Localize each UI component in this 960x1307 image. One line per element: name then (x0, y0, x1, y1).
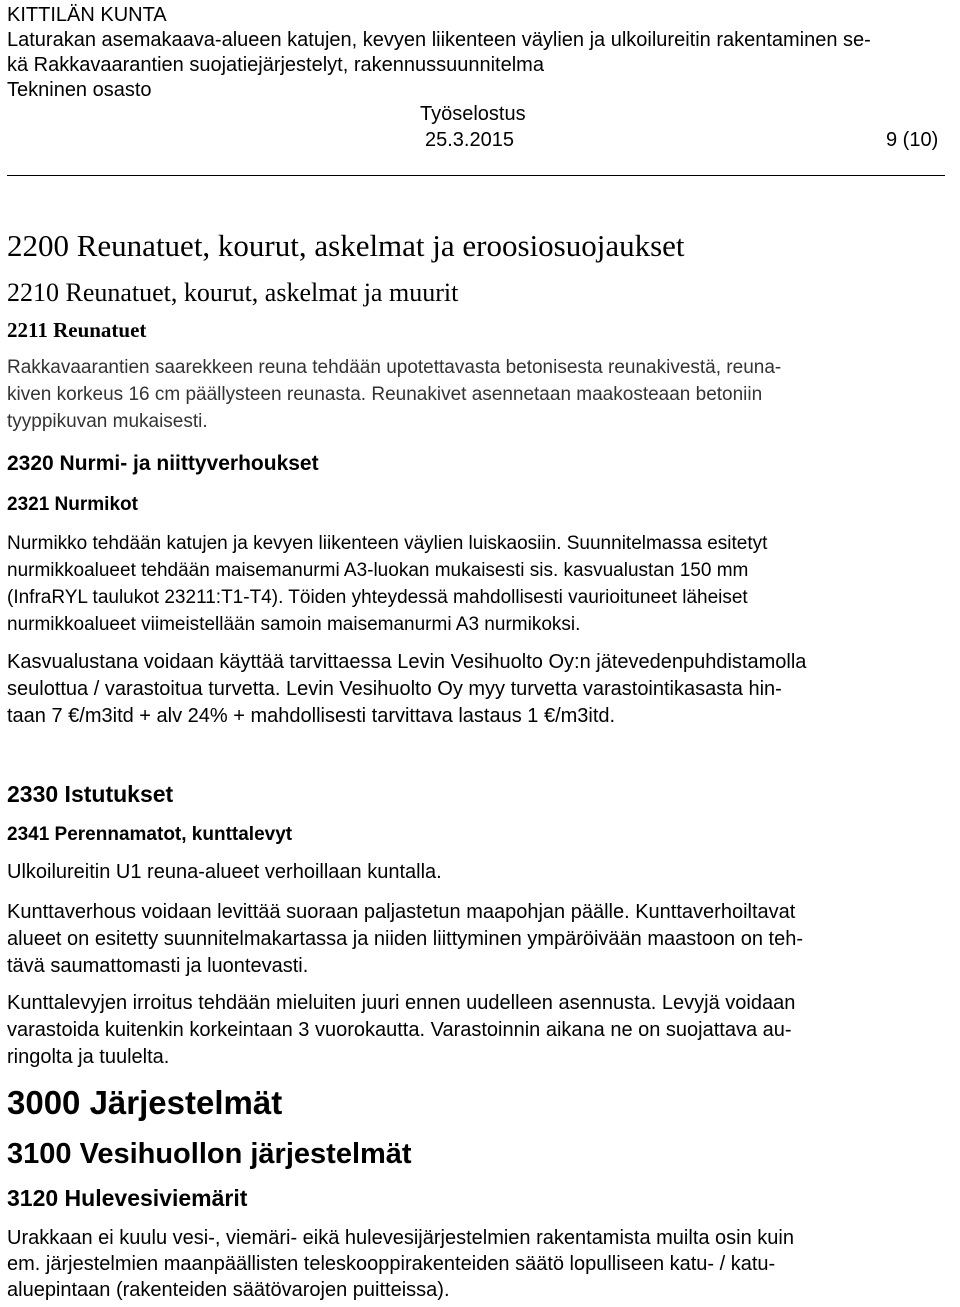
text-line: Rakkavaarantien saarekkeen reuna tehdään upotettavasta betonisesta reunakivestä, reuna- (7, 357, 782, 378)
paragraph-2341-c (7, 990, 947, 1071)
doc-date: 25.3.2015 (425, 129, 514, 151)
heading-2200: 2200 Reunatuet, kourut, askelmat ja eroosiosuojaukset (7, 228, 685, 263)
department: Tekninen osasto (7, 79, 152, 101)
page-number: 9 (10) (886, 129, 939, 151)
paragraph-2211 (7, 354, 947, 435)
text-line: nurmikkoalueet viimeistellään samoin maisemanurmi A3 nurmikoksi. (7, 614, 581, 635)
paragraph-2341-b (7, 899, 947, 980)
paragraph-2321-a (7, 530, 947, 638)
text-line: tävä saumattomasti ja luontevasti. (7, 955, 309, 977)
heading-2210: 2210 Reunatuet, kourut, askelmat ja muurit (7, 278, 459, 307)
text-line: Kasvualustana voidaan käyttää tarvittaessa Levin Vesihuolto Oy:n jätevedenpuhdistamolla (7, 651, 807, 673)
text-line: (InfraRYL taulukot 23211:T1-T4). Töiden yhteydessä mahdollisesti vaurioituneet läheiset (7, 587, 748, 608)
text-line: varastoida kuitenkin korkeintaan 3 vuorokautta. Varastoinnin aikana ne on suojattava au- (7, 1019, 792, 1041)
text-line: em. järjestelmien maanpäällisten teleskooppirakenteiden säätö lopulliseen katu- / katu- (7, 1253, 776, 1275)
text-line: aluepintaan (rakenteiden säätövarojen puitteissa). (7, 1279, 450, 1301)
heading-2341: 2341 Perennamatot, kunttalevyt (7, 824, 293, 845)
text-line: Kunttaverhous voidaan levittää suoraan paljastetun maapohjan päälle. Kunttaverhoiltavat (7, 901, 796, 923)
paragraph-3120 (7, 1225, 947, 1303)
text-line: alueet on esitetty suunnitelmakartassa ja niiden liittyminen ympäröivään maastoon on teh- (7, 928, 803, 950)
text-line: tyyppikuvan mukaisesti. (7, 411, 208, 432)
project-title-line-2: kä Rakkavaarantien suojatiejärjestelyt, rakennussuunnitelma (7, 54, 544, 76)
text-line: taan 7 €/m3itd + alv 24% + mahdollisesti tarvittava lastaus 1 €/m3itd. (7, 705, 616, 727)
org-name: KITTILÄN KUNTA (7, 4, 167, 26)
project-title-line-1: Laturakan asemakaava-alueen katujen, kevyen liikenteen väylien ja ulkoilureitin rakentaminen se- (7, 29, 871, 51)
heading-3100: 3100 Vesihuollon järjestelmät (7, 1138, 412, 1170)
paragraph-2341-a: Ulkoilureitin U1 reuna-alueet verhoillaan kuntalla. (7, 861, 442, 883)
text-line: Kunttalevyjen irroitus tehdään mieluiten juuri ennen uudelleen asennusta. Levyjä voidaan (7, 992, 796, 1014)
text-line: nurmikkoalueet tehdään maisemanurmi A3-luokan mukaisesti sis. kasvualustan 150 mm (7, 560, 749, 581)
heading-2211: 2211 Reunatuet (7, 318, 147, 342)
text-line: ringolta ja tuulelta. (7, 1046, 170, 1068)
heading-3120: 3120 Hulevesiviemärit (7, 1185, 248, 1211)
heading-2321: 2321 Nurmikot (7, 494, 138, 515)
heading-2320: 2320 Nurmi- ja niittyverhoukset (7, 452, 319, 475)
header-divider (7, 175, 945, 176)
heading-2330: 2330 Istutukset (7, 781, 174, 807)
text-line: kiven korkeus 16 cm päällysteen reunasta. Reunakivet asennetaan maakosteaan betoniin (7, 384, 763, 405)
text-line: seulottua / varastoitua turvetta. Levin Vesihuolto Oy myy turvetta varastointikasasta hin- (7, 678, 782, 700)
heading-3000: 3000 Järjestelmät (7, 1084, 283, 1121)
text-line: Urakkaan ei kuulu vesi-, viemäri- eikä hulevesijärjestelmien rakentamista muilta osin kuin (7, 1227, 794, 1249)
doc-type: Työselostus (420, 103, 526, 125)
text-line: Nurmikko tehdään katujen ja kevyen liikenteen väylien luiskaosiin. Suunnitelmassa esitetyt (7, 533, 768, 554)
paragraph-2321-b (7, 649, 947, 730)
